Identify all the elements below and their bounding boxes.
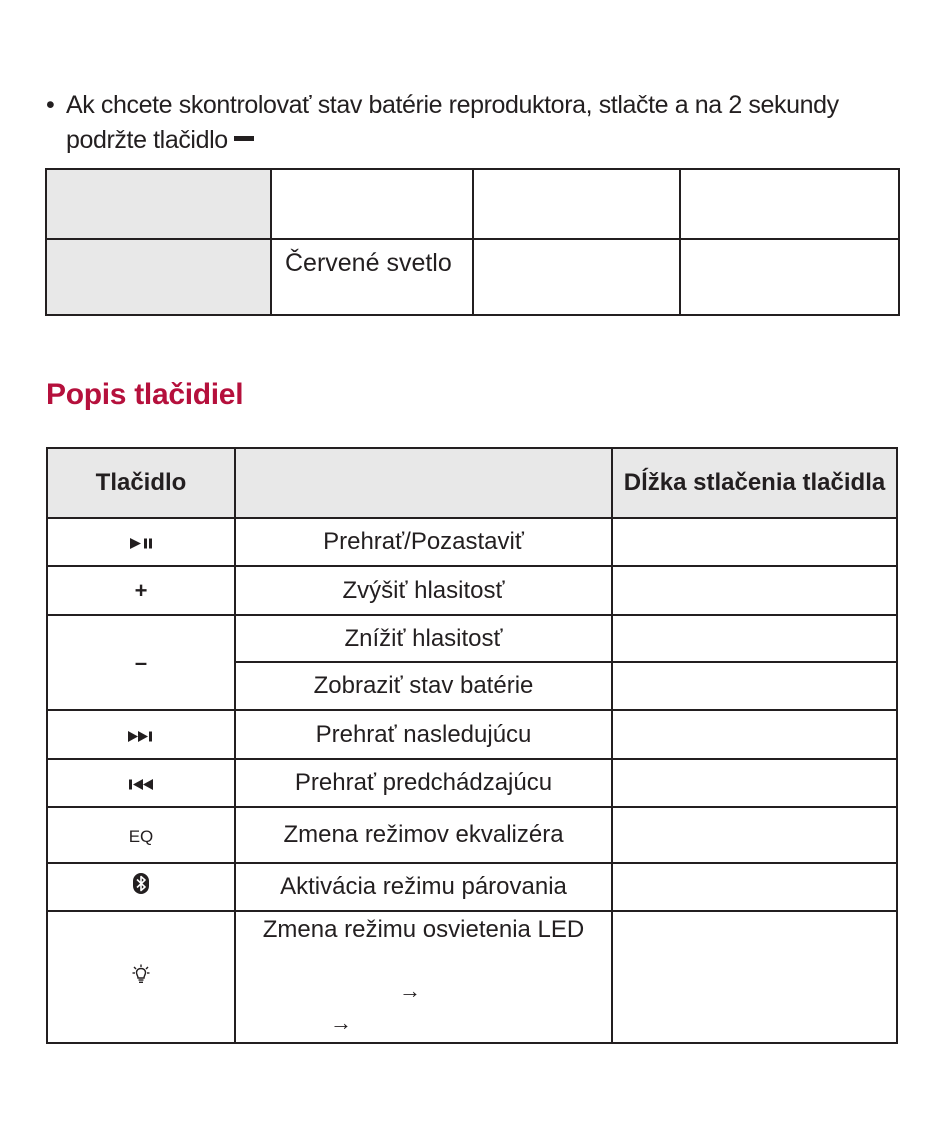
table-row: [47, 911, 897, 1043]
table-header-row: [47, 448, 897, 518]
arrow-icon: →: [399, 978, 421, 1003]
table-row: [47, 710, 897, 759]
function-cell: Aktivácia režimu párovania: [235, 863, 612, 911]
duration-cell: [612, 518, 897, 566]
table-cell: [46, 239, 271, 315]
light-bulb-icon: [132, 963, 150, 991]
table-cell: [473, 169, 680, 239]
table-cell: [680, 169, 899, 239]
red-light-cell: Červené svetlo: [271, 239, 473, 315]
duration-cell: [612, 863, 897, 911]
header-function: [235, 448, 612, 518]
led-mode-label: Zmena režimu osvietenia LED: [262, 916, 585, 943]
table-row: [47, 863, 897, 911]
function-cell: Prehrať nasledujúcu: [235, 710, 612, 759]
buttons-table: [46, 447, 898, 1044]
duration-cell: [612, 710, 897, 759]
function-cell: Znížiť hlasitosť: [235, 615, 612, 662]
table-row: [46, 169, 899, 239]
table-row: [47, 759, 897, 807]
section-title: Popis tlačidiel: [46, 378, 244, 411]
function-cell: Prehrať/Pozastaviť: [235, 518, 612, 566]
function-cell: Zobraziť stav batérie: [235, 662, 612, 710]
table-cell: [46, 169, 271, 239]
duration-cell: [612, 759, 897, 807]
function-cell: Zvýšiť hlasitosť: [235, 566, 612, 615]
volume-down-icon: –: [134, 649, 148, 675]
table-row: [47, 518, 897, 566]
battery-status-table: [45, 168, 900, 316]
duration-cell: [612, 911, 897, 1043]
arrow-icon: →: [330, 1010, 352, 1035]
duration-cell: [612, 566, 897, 615]
table-row: [46, 239, 899, 315]
header-press-length: Dĺžka stlačenia tlačidla: [612, 448, 897, 518]
function-cell: Zmena režimov ekvalizéra: [235, 807, 612, 863]
function-cell: Prehrať predchádzajúcu: [235, 759, 612, 807]
table-row: [47, 615, 897, 662]
eq-icon: EQ: [128, 827, 154, 846]
function-cell: [235, 911, 612, 1043]
duration-cell: [612, 662, 897, 710]
duration-cell: [612, 615, 897, 662]
play-pause-icon: [130, 538, 153, 549]
duration-cell: [612, 807, 897, 863]
table-cell: [473, 239, 680, 315]
previous-track-icon: [128, 779, 154, 790]
table-row: [47, 807, 897, 863]
minus-button-symbol-icon: [234, 136, 254, 141]
table-row: [47, 566, 897, 615]
table-cell: [680, 239, 899, 315]
bullet-symbol: •: [46, 91, 55, 119]
next-track-icon: [128, 731, 154, 742]
table-cell: [271, 169, 473, 239]
instruction-text: Ak chcete skontrolovať stav batérie reproduktora, stlačte a na 2 sekundy podržte tlačidlo: [66, 91, 839, 154]
header-button: Tlačidlo: [47, 448, 235, 518]
bluetooth-icon: [133, 873, 149, 901]
volume-up-icon: +: [134, 577, 148, 603]
